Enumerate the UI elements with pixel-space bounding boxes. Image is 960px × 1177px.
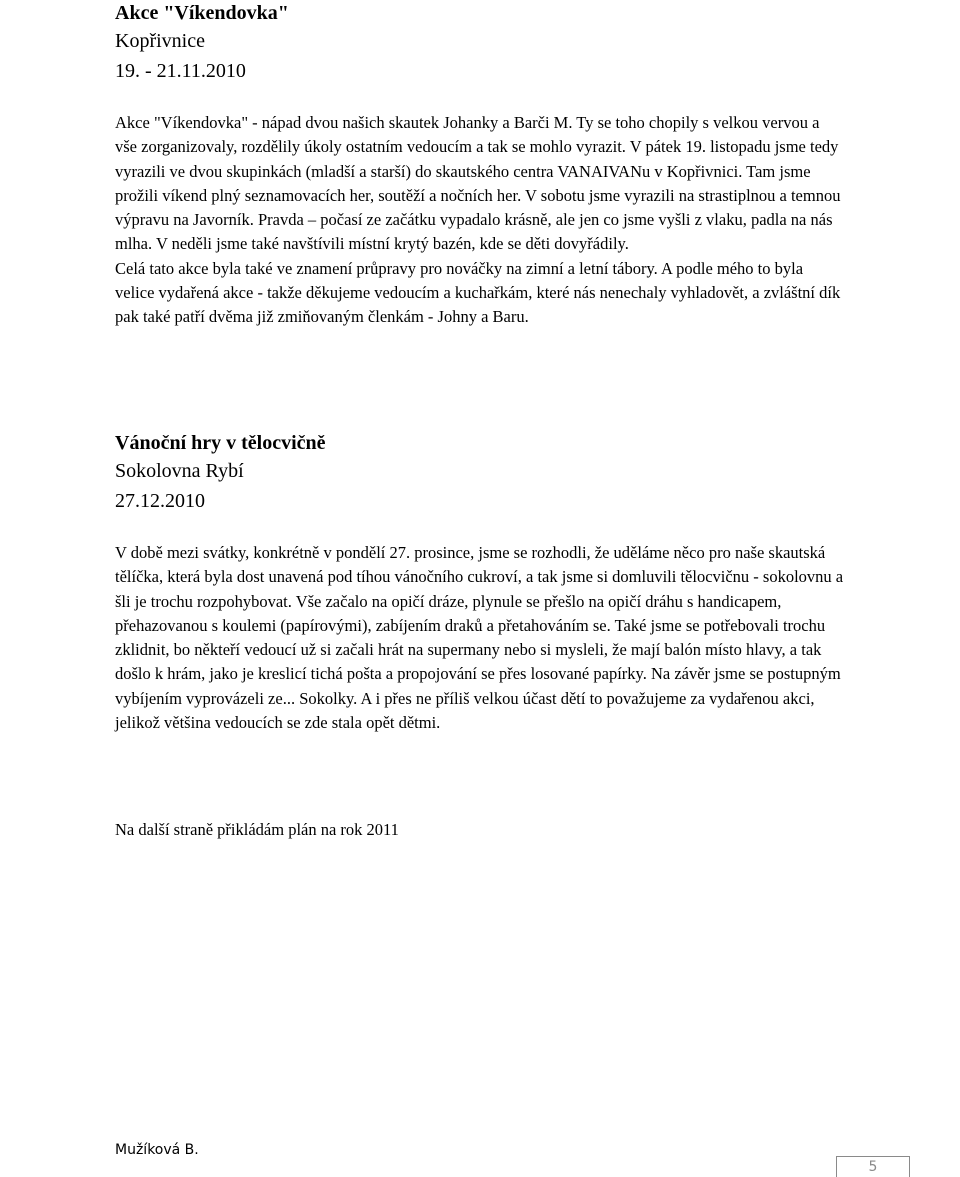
closing-note-block xyxy=(115,818,845,842)
event-date: 27.12.2010 xyxy=(115,490,205,512)
event-paragraph: Akce "Víkendovka" - nápad dvou našich skautek Johanky a Barči M. Ty se toho chopily s velkou vervou a vše zorganizovaly, rozdělily úkoly ostatním vedoucím a tak se mohlo vyrazit. V pátek 19. listopadu jsme tedy vyrazili ve dvou skupinkách (mladší a starší) do skautského centra VANAIVANu v Kopřivnici. Tam jsme prožili víkend plný seznamovacích her, soutěží a nočních her. V sobotu jsme vyrazili na strastiplnou a temnou výpravu na Javorník. Pravda – počasí ze začátku vypadalo krásně, ale jen co jsme vyšli z vlaku, padla na nás mlha. V neděli jsme také navštívili místní krytý bazén, kde se děti dovyřádily. xyxy=(115,113,841,254)
page-number-box xyxy=(836,1156,910,1177)
event-paragraph: Celá tato akce byla také ve znamení průpravy pro nováčky na zimní a letní tábory. A podle mého to byla velice vydařená akce - takže děkujeme vedoucím a kuchařkám, které nás nenechaly vyhladovět, a zvláštní dík pak také patří dvěma již zmiňovaným členkám - Johny a Baru. xyxy=(115,258,841,327)
footer-author: Mužíková B. xyxy=(115,1142,199,1158)
event-section-vikendovka xyxy=(115,0,845,330)
event-title: Akce "Víkendovka" xyxy=(115,2,289,24)
closing-note: Na další straně přikládám plán na rok 2011 xyxy=(115,820,399,839)
event-place: Sokolovna Rybí xyxy=(115,460,244,482)
event-paragraph: V době mezi svátky, konkrétně v pondělí 27. prosince, jsme se rozhodli, že uděláme něco pro naše skautská tělíčka, která byla dost unavená pod tíhou vánočního cukroví, a tak jsme si domluvili tělocvičnu - sokolovnu a šli je trochu rozpohybovat. Vše začalo na opičí dráze, plynule se přešlo na opičí dráhu s handicapem, přehazovanou s koulemi (papírovými), zabíjením draků a přetahováním se. Také jsme se potřebovali trochu zklidnit, bo někteří vedoucí už si začali hrát na supermany nebo si mysleli, že mají balón místo hlavy, a tak došlo k hrám, jako je kreslicí tichá pošta a propojování se přes losované papírky. Na závěr jsme se postupným vybíjením vyprovázeli ze... Sokolky. A i přes ne příliš velkou účast dětí to považujeme za vydařenou akci, jelikož většina vedoucích se zde stala opět dětmi. xyxy=(115,543,844,733)
event-title: Vánoční hry v tělocvičně xyxy=(115,432,326,454)
event-section-vanocni-hry xyxy=(115,430,845,735)
page-number: 5 xyxy=(868,1159,878,1175)
event-place: Kopřivnice xyxy=(115,30,205,52)
event-date: 19. - 21.11.2010 xyxy=(115,60,246,82)
